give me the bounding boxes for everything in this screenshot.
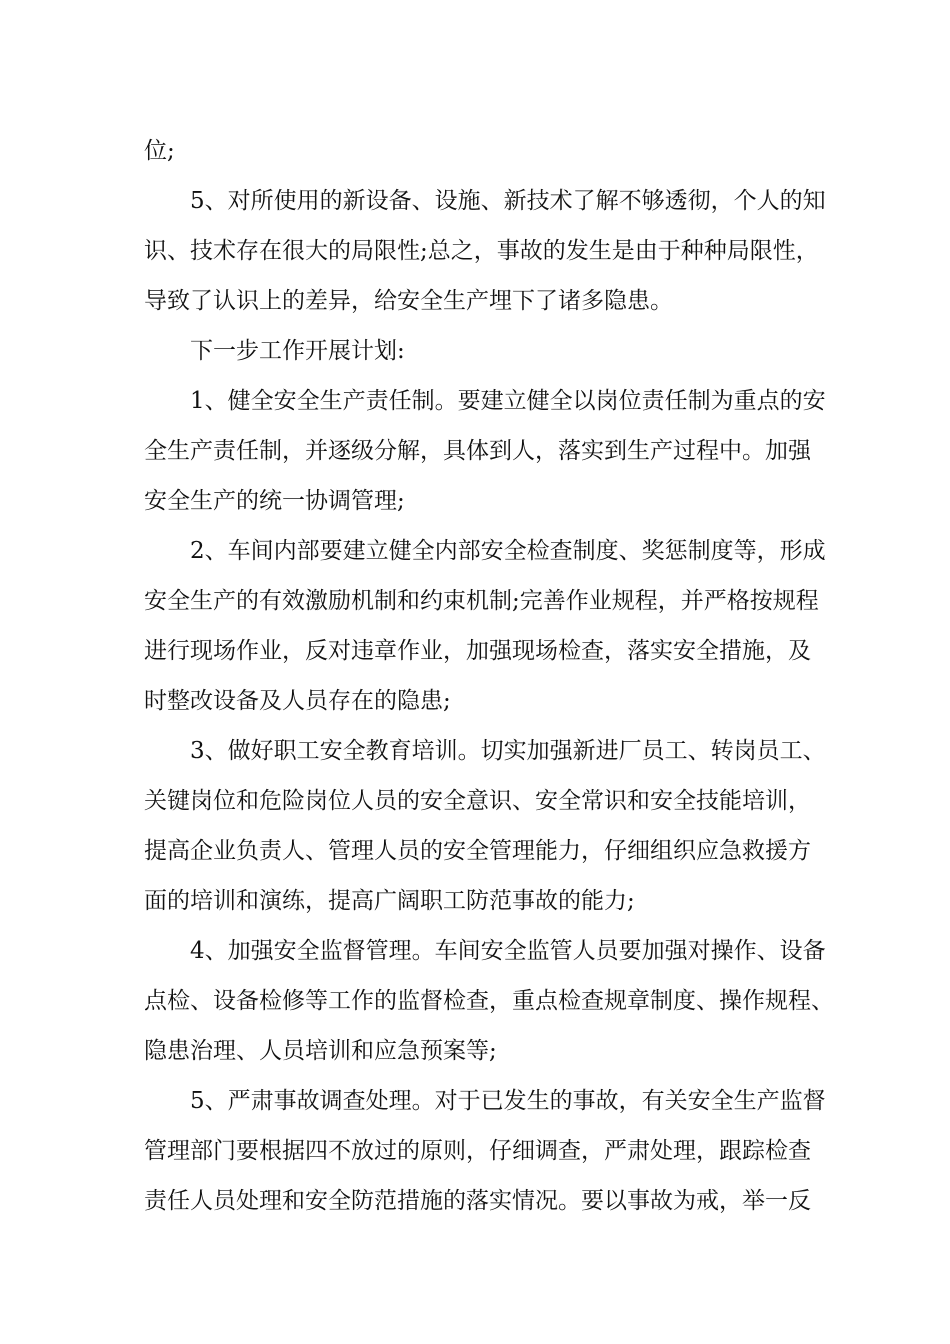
text-line: 导致了认识上的差异，给安全生产埋下了诸多隐患。 xyxy=(144,288,673,314)
text-line: 进行现场作业，反对违章作业，加强现场检查，落实安全措施，及 xyxy=(144,638,811,664)
text-line: 面的培训和演练，提高广阔职工防范事故的能力; xyxy=(144,888,635,914)
text-line: 5、严肃事故调查处理。对于已发生的事故，有关安全生产监督 xyxy=(190,1088,826,1114)
text-line: 隐患治理、人员培训和应急预案等; xyxy=(144,1038,497,1064)
text-line: 5、对所使用的新设备、设施、新技术了解不够透彻，个人的知 xyxy=(190,188,826,214)
text-line: 提高企业负责人、管理人员的安全管理能力，仔细组织应急救援方 xyxy=(144,838,811,864)
section-heading: 下一步工作开展计划: xyxy=(190,338,405,364)
text-line: 2、车间内部要建立健全内部安全检查制度、奖惩制度等，形成 xyxy=(190,538,826,564)
text-line: 3、做好职工安全教育培训。切实加强新进厂员工、转岗员工、 xyxy=(190,738,826,764)
text-line: 管理部门要根据四不放过的原则，仔细调查，严肃处理，跟踪检查 xyxy=(144,1138,811,1164)
text-line: 安全生产的有效激励机制和约束机制;完善作业规程，并严格按规程 xyxy=(144,588,819,614)
text-line: 位; xyxy=(144,138,175,164)
text-line: 安全生产的统一协调管理; xyxy=(144,488,405,514)
text-line: 全生产责任制，并逐级分解，具体到人，落实到生产过程中。加强 xyxy=(144,438,811,464)
text-line: 责任人员处理和安全防范措施的落实情况。要以事故为戒，举一反 xyxy=(144,1188,811,1214)
document-body xyxy=(144,126,834,1226)
text-line: 时整改设备及人员存在的隐患; xyxy=(144,688,451,714)
text-line: 4、加强安全监督管理。车间安全监管人员要加强对操作、设备 xyxy=(190,938,826,964)
text-line: 1、健全安全生产责任制。要建立健全以岗位责任制为重点的安 xyxy=(190,388,826,414)
text-line: 关键岗位和危险岗位人员的安全意识、安全常识和安全技能培训， xyxy=(144,788,811,814)
text-line: 识、技术存在很大的局限性;总之，事故的发生是由于种种局限性， xyxy=(144,238,819,264)
text-line: 点检、设备检修等工作的监督检查，重点检查规章制度、操作规程、 xyxy=(144,988,834,1014)
